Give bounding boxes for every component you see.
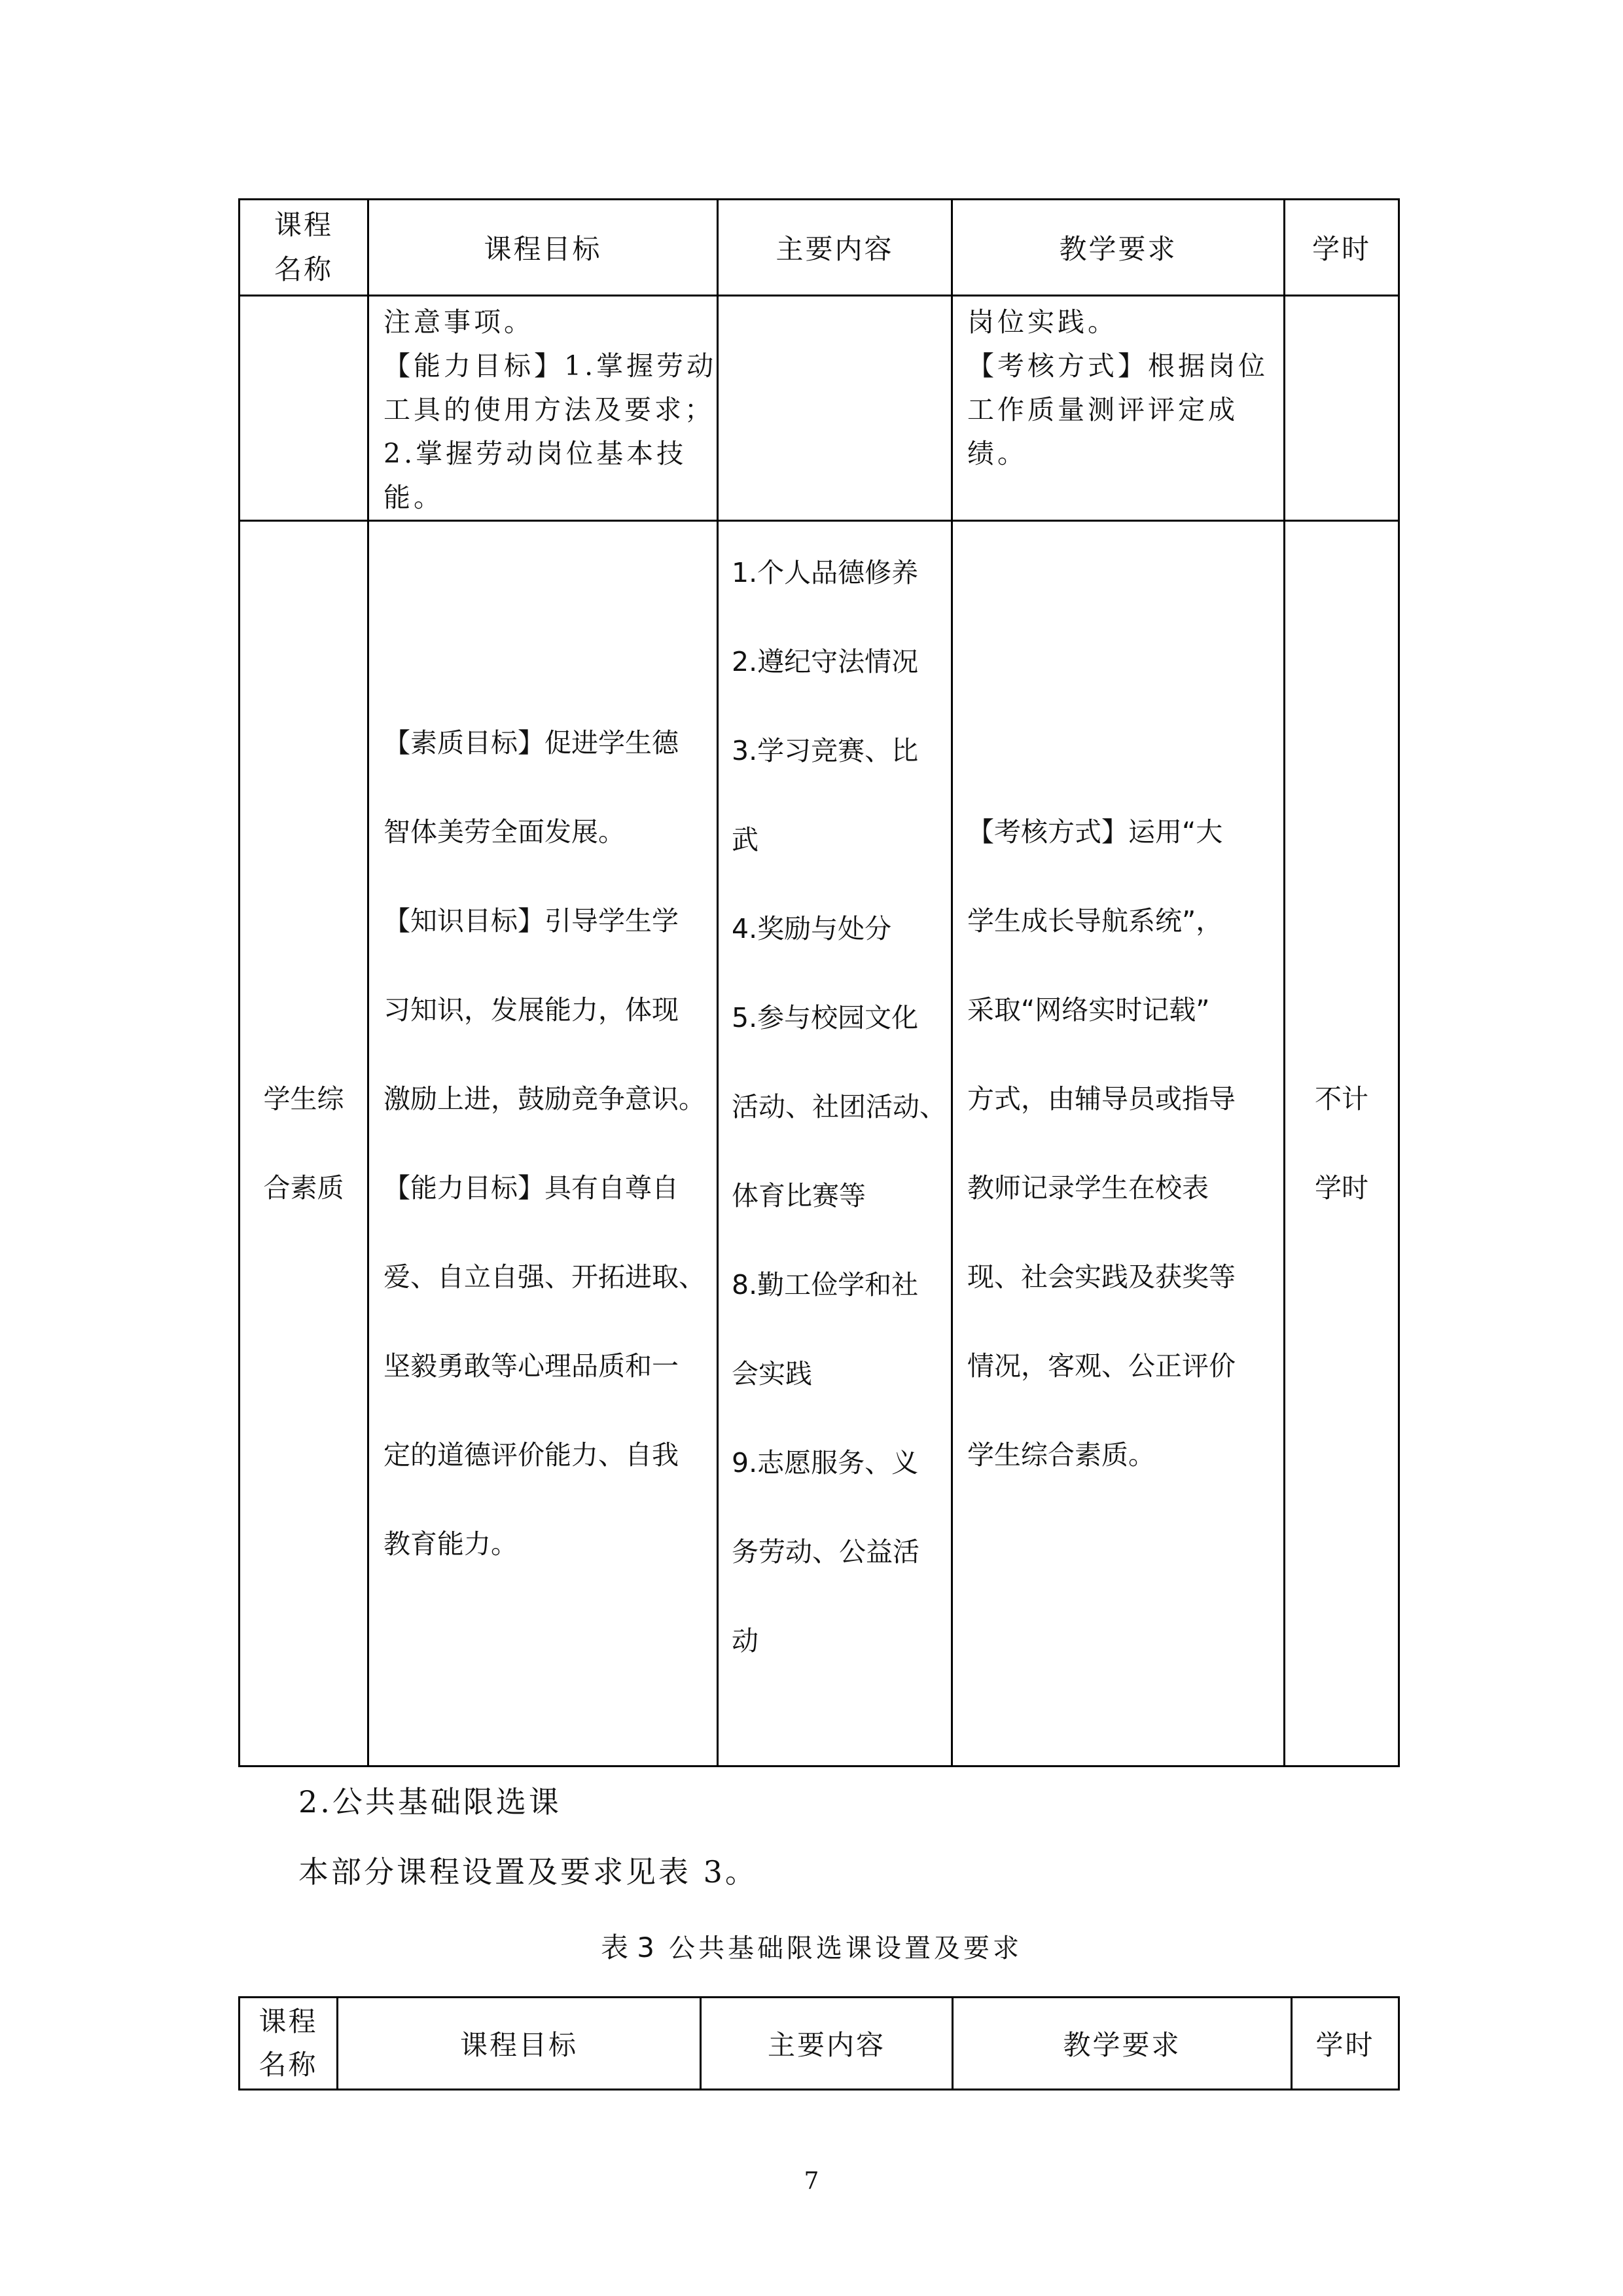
header-course-name (240, 200, 368, 296)
header-course-name-line: 课程 (274, 209, 333, 241)
table-caption-label: 表 3 (600, 1931, 655, 1964)
cell-course-name (240, 521, 368, 1767)
cell-course-name-empty (240, 296, 368, 521)
text-line: 注意事项。 (383, 306, 534, 338)
text-line: 【能力目标】具有自尊自 (383, 1172, 679, 1204)
course-table-3 (238, 1996, 1400, 2090)
text-line: 2.遵纪守法情况 (732, 646, 919, 677)
header-course-name-line: 名称 (274, 253, 333, 285)
cell-content (718, 521, 952, 1767)
text-line: 4.奖励与处分 (732, 913, 892, 944)
text-line: 【素质目标】促进学生德 (383, 727, 679, 759)
text-line: 方式，由辅导员或指导 (967, 1083, 1236, 1115)
text-line: 工具的使用方法及要求； (383, 394, 715, 425)
text-line: 8.勤工俭学和社 (732, 1269, 919, 1300)
header-course-name (240, 1998, 338, 2090)
header-content: 主要内容 (701, 1998, 953, 2090)
table-row-continuation (240, 296, 1399, 521)
text-line: 2.掌握劳动岗位基本技 (383, 438, 687, 469)
table-row-student-quality (240, 521, 1399, 1767)
text-line: 【知识目标】引导学生学 (383, 905, 679, 937)
text-line: 动 (732, 1625, 758, 1657)
text-line: 会实践 (732, 1358, 812, 1390)
text-line: 采取“网络实时记载” (967, 994, 1210, 1026)
text-line: 【考核方式】运用“大 (967, 816, 1223, 848)
text-line: 定的道德评价能力、自我 (383, 1439, 679, 1471)
text-line: 情况，客观、公正评价 (967, 1350, 1236, 1382)
text-line: 活动、社团活动、 (732, 1091, 946, 1122)
text-line: 绩。 (967, 438, 1027, 469)
text-line: 教育能力。 (383, 1528, 518, 1560)
course-table-1 (238, 198, 1400, 1767)
header-hours: 学时 (1285, 200, 1399, 296)
text-line: 9.志愿服务、义 (732, 1447, 919, 1479)
text-line: 学生综合素质。 (967, 1439, 1155, 1471)
text-line: 现、社会实践及获奖等 (967, 1261, 1236, 1293)
text-line: 智体美劳全面发展。 (383, 816, 625, 848)
header-content: 主要内容 (718, 200, 952, 296)
text-line: 5.参与校园文化 (732, 1002, 919, 1033)
text-line: 务劳动、公益活 (732, 1536, 919, 1568)
header-course-name-line: 课程 (259, 2005, 318, 2037)
text-line: 1.个人品德修养 (732, 557, 919, 588)
section-heading: 2.公共基础限选课 (298, 1784, 562, 1820)
header-course-name-line: 名称 (259, 2049, 318, 2081)
cell-requirements (952, 296, 1285, 521)
table-header-row (240, 1998, 1399, 2090)
text-line: 武 (732, 824, 758, 855)
text-line: 学生综 (263, 1083, 344, 1115)
cell-objectives (368, 521, 718, 1767)
cell-content-empty (718, 296, 952, 521)
table-caption (0, 1928, 1623, 1968)
header-requirements: 教学要求 (953, 1998, 1292, 2090)
cell-hours-empty (1285, 296, 1399, 521)
header-objectives: 课程目标 (368, 200, 718, 296)
text-line: 岗位实践。 (967, 306, 1118, 338)
section-paragraph: 本部分课程设置及要求见表 3。 (298, 1854, 758, 1890)
header-requirements: 教学要求 (952, 200, 1285, 296)
header-hours: 学时 (1292, 1998, 1399, 2090)
text-line: 坚毅勇敢等心理品质和一 (383, 1350, 679, 1382)
text-line: 激励上进，鼓励竞争意识。 (383, 1083, 705, 1115)
text-line: 学生成长导航系统”， (967, 905, 1223, 937)
text-line: 习知识，发展能力，体现 (383, 994, 679, 1026)
text-line: 【能力目标】1.掌握劳动 (383, 350, 717, 382)
text-line: 不计 (1315, 1083, 1368, 1115)
table-caption-title: 公共基础限选课设置及要求 (669, 1933, 1023, 1964)
header-objectives: 课程目标 (338, 1998, 701, 2090)
text-line: 体育比赛等 (732, 1180, 866, 1211)
text-line: 教师记录学生在校表 (967, 1172, 1209, 1204)
text-line: 合素质 (263, 1172, 344, 1204)
cell-hours (1285, 521, 1399, 1767)
page-number: 7 (804, 2168, 819, 2195)
text-line: 能。 (383, 482, 444, 513)
text-line: 3.学习竞赛、比 (732, 735, 919, 766)
text-line: 学时 (1315, 1172, 1368, 1204)
text-line: 爱、自立自强、开拓进取、 (383, 1261, 705, 1293)
cell-objectives (368, 296, 718, 521)
cell-requirements (952, 521, 1285, 1767)
text-line: 工作质量测评评定成 (967, 394, 1238, 425)
table-header-row (240, 200, 1399, 296)
text-line: 【考核方式】根据岗位 (967, 350, 1268, 382)
